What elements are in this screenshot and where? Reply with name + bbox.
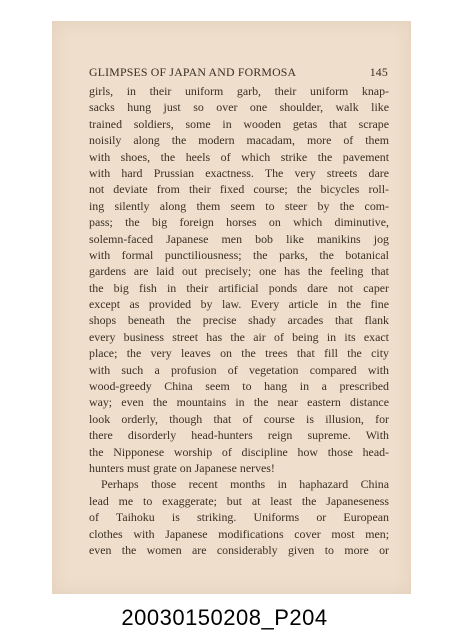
text-line: every business street has the air of being in its exact	[89, 329, 389, 344]
image-id-caption: 20030150208_P204	[121, 605, 328, 630]
text-line: gardens are laid out precisely; one has the feeling that	[89, 264, 389, 279]
text-line: not deviate from their fixed course; the bicycles roll-	[89, 182, 389, 197]
text-line: clothes with Japanese modifications cover most men;	[89, 526, 389, 541]
text-line: way; even the mountains in the near eastern distance	[89, 395, 389, 410]
text-line: hunters must grate on Japanese nerves!	[89, 460, 275, 475]
text-line: noisily along the modern macadam, more of them	[89, 133, 389, 148]
text-line: look orderly, though that of course is illusion, for	[89, 411, 389, 426]
text-line: with formal punctiliousness; the parks, the botanical	[89, 247, 389, 262]
text-line: except as provided by law. Every article in the fine	[89, 297, 389, 312]
paragraph-start-line: Perhaps those recent months in haphazard China	[101, 477, 389, 492]
text-line: girls, in their uniform garb, their uniform knap-	[89, 84, 389, 98]
text-line: sacks hung just so over one shoulder, walk like	[89, 100, 389, 115]
book-page	[52, 21, 411, 594]
text-line: even the women are considerably given to more or	[89, 542, 389, 557]
text-line: with hard Prussian exactness. The very streets dare	[89, 165, 389, 180]
text-line: with shoes, the heels of which strike the pavement	[89, 149, 389, 164]
page-number: 145	[369, 65, 388, 79]
running-header	[89, 65, 388, 80]
text-line: shops beneath the precise shady arcades that flank	[89, 313, 389, 328]
text-line: trained soldiers, some in wooden getas that scrape	[89, 116, 389, 131]
running-header-title: GLIMPSES OF JAPAN AND FORMOSA	[89, 65, 297, 79]
text-line: the big fish in their artificial ponds dare not caper	[89, 280, 389, 295]
text-line: wood-greedy China seem to hang in a prescribed	[89, 379, 389, 394]
text-line: the Nipponese worship of discipline how those head-	[89, 444, 389, 459]
text-line: there disorderly head-hunters reign supreme. With	[89, 428, 389, 443]
text-line: pass; the big foreign horses on which diminutive,	[89, 215, 389, 230]
text-line: with such a profusion of vegetation compared with	[89, 362, 389, 377]
body-text	[89, 83, 389, 558]
text-line: ing silently along them seem to steer by the com-	[89, 198, 389, 213]
text-line: solemn-faced Japanese men bob like manikins jog	[89, 231, 389, 246]
text-line: place; the very leaves on the trees that fill the city	[89, 346, 389, 361]
text-line: of Taihoku is striking. Uniforms or European	[89, 510, 389, 525]
text-line: lead me to exaggerate; but at least the Japaneseness	[89, 493, 389, 508]
